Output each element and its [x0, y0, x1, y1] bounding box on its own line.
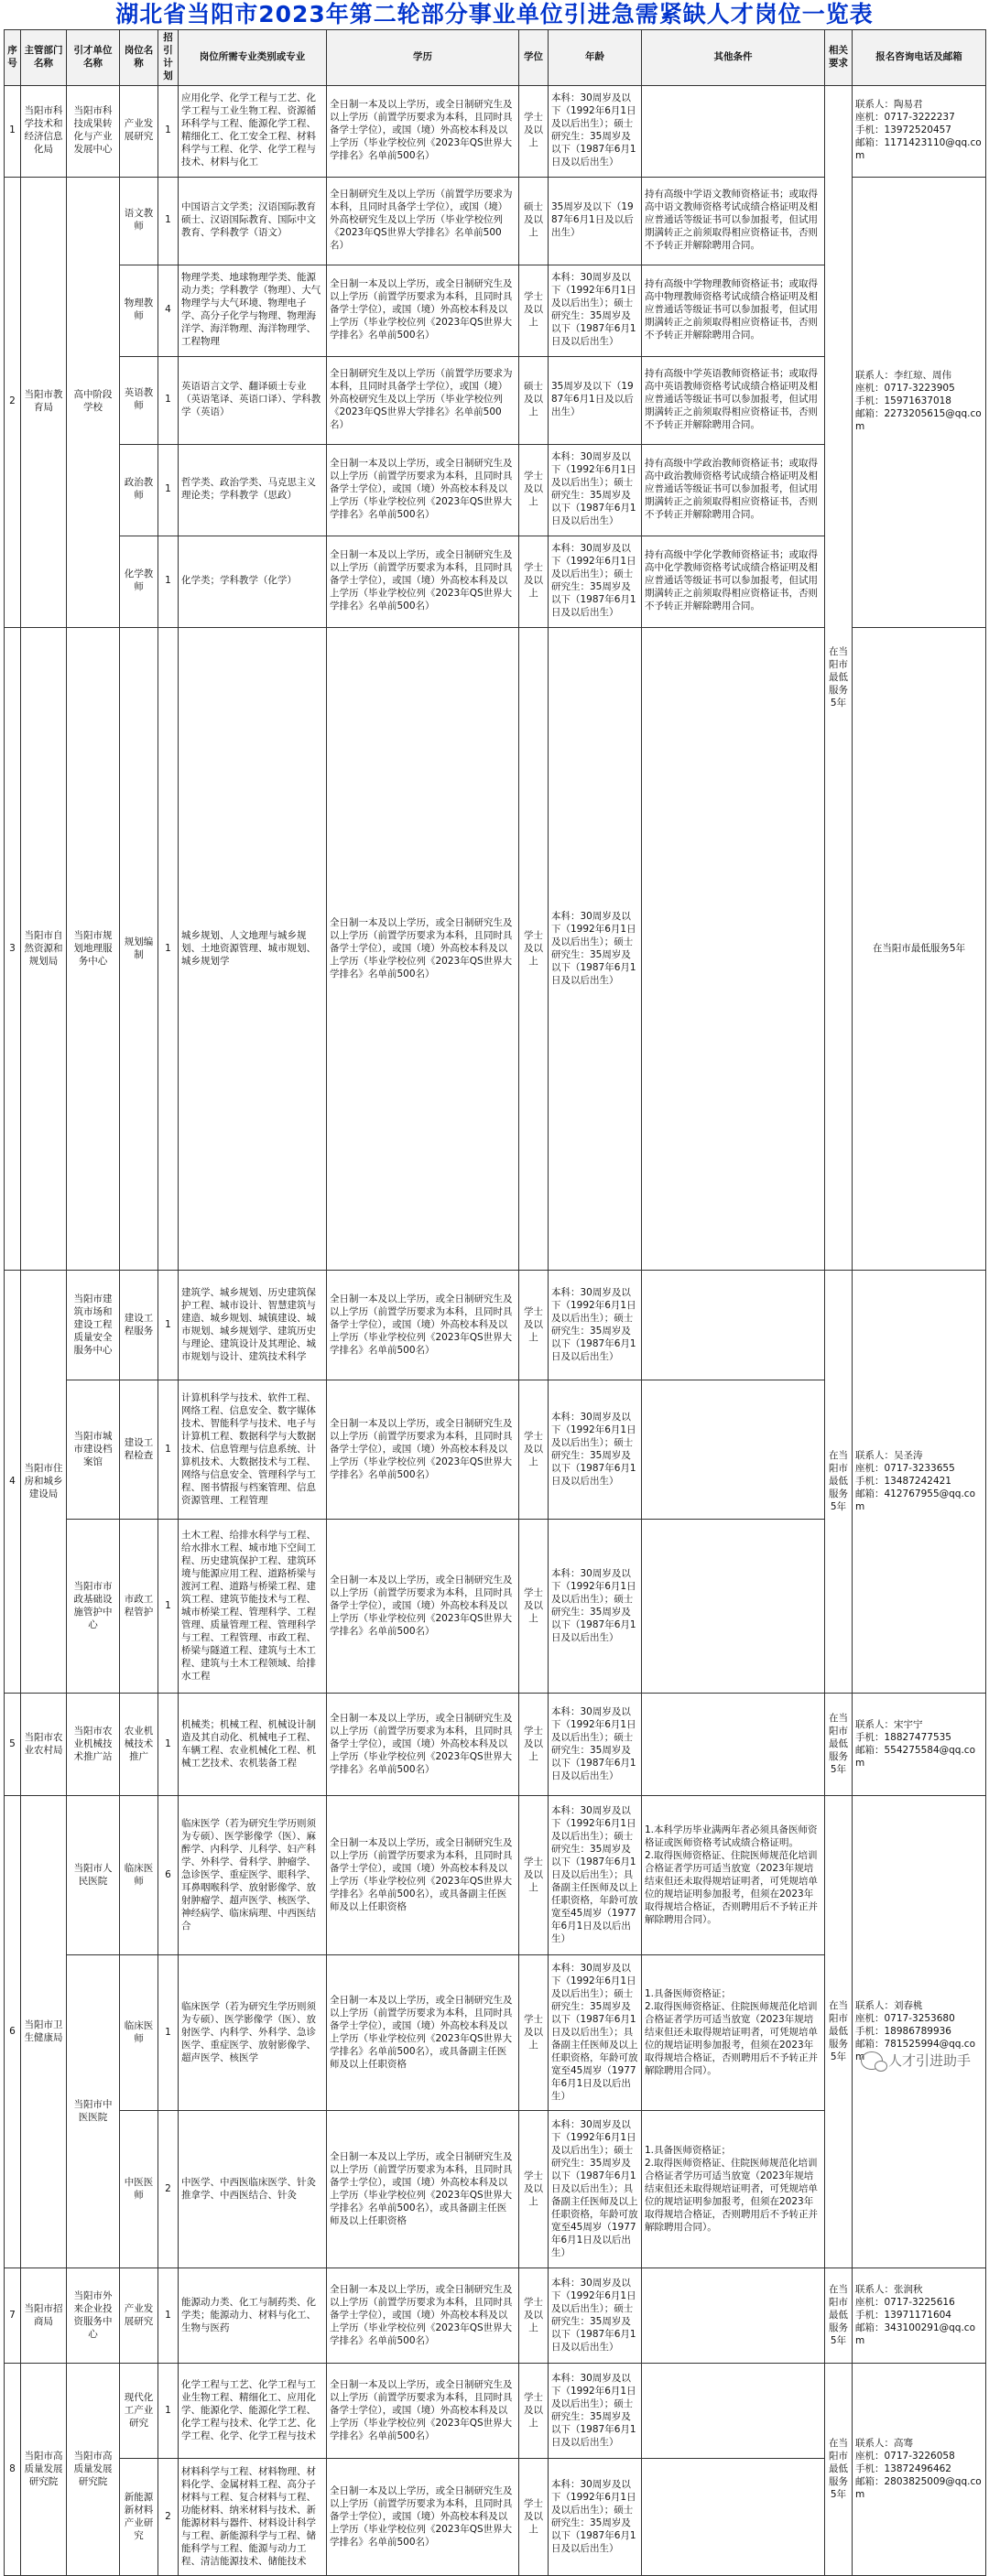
- header-post: 岗位名称: [120, 30, 158, 86]
- cell-other: 1.本科学历毕业满两年者必须具备医师资格证或医师资格考试成绩合格证明。 2.取得医师资格证、住院医师规范化培训合格证者学历可适当放宽（2023年规培结束但还未取得规培证明者，可凭规培单位的规培证明参加报考，但须在2023年取得规培合格证，否则聘用后不予转正并解除聘用合同）。: [642, 1796, 825, 1955]
- cell-post: 英语教师: [120, 356, 158, 444]
- cell-requirement: 在当阳市最低服务5年: [853, 627, 986, 1271]
- cell-other: [642, 1271, 825, 1380]
- table-row: [5, 1796, 986, 1955]
- cell-post: 规划编制: [120, 627, 158, 1271]
- cell-post: 中医医师: [120, 2111, 158, 2268]
- cell-other: [642, 2459, 825, 2576]
- cell-post: 农业机械技术推广: [120, 1694, 158, 1796]
- cell-plan: 1: [158, 1955, 179, 2111]
- cell-other: [642, 627, 825, 1271]
- cell-dept: 当阳市农业农村局: [21, 1694, 67, 1796]
- cell-post: 新能源新材料产业研究: [120, 2459, 158, 2576]
- cell-plan: 1: [158, 1520, 179, 1694]
- cell-major: 能源动力类、化工与制药类、化学类；能源动力、材料与化工、生物与医药: [179, 2268, 327, 2364]
- cell-no: 5: [5, 1694, 21, 1796]
- header-no: 序号: [5, 30, 21, 86]
- cell-requirement: 在当阳市最低服务5年: [825, 2268, 853, 2364]
- cell-education: 全日制一本及以上学历，或全日制研究生及以上学历（前置学历要求为本科，且同时具备学士学位），或国（境）外高校本科及以上学历（毕业学校位列《2023年QS世界大学排名》名单前500名），或具备副主任医师及以上任职资格: [327, 2111, 519, 2268]
- header-major: 岗位所需专业类别或专业: [179, 30, 327, 86]
- cell-degree: 学士及以上: [519, 1955, 549, 2111]
- cell-degree: 学士及以上: [519, 1694, 549, 1796]
- cell-education: 全日制一本及以上学历，或全日制研究生及以上学历（前置学历要求为本科，且同时具备学士学位），或国（境）外高校本科及以上学历（毕业学校位列《2023年QS世界大学排名》名单前500名）: [327, 2459, 519, 2576]
- cell-dept: 当阳市高质量发展研究院: [21, 2364, 67, 2576]
- cell-plan: 6: [158, 1796, 179, 1955]
- cell-degree: 学士及以上: [519, 2268, 549, 2364]
- cell-age: 本科：30周岁及以下（1992年6月1日及以后出生）；硕士研究生：35周岁及以下（1987年6月1日及以后出生）: [549, 536, 642, 627]
- cell-major: 临床医学（若为研究生学历则须为专硕）、医学影像学（医）、麻醉学、内科学、儿科学、妇产科学、外科学、骨科学、肿瘤学、急诊医学、重症医学、眼科学、耳鼻咽喉科学、放射影像学、放射肿瘤学、超声医学、核医学、神经病学、临床病理、中西医结合: [179, 1796, 327, 1955]
- cell-other: [642, 85, 825, 177]
- cell-contact: 联系人：刘春桃 座机：0717-3253680 手机：18986789936 邮箱：781525994@qq.com: [853, 1796, 986, 2268]
- header-plan: 招引计划: [158, 30, 179, 86]
- cell-other: 持有高级中学英语教师资格证书；或取得高中英语教师资格考试成绩合格证明及相应普通话等级证书可以参加报考，但试用期满转正之前须取得相应资格证书，否则不予转正并解除聘用合同。: [642, 356, 825, 444]
- cell-unit: 当阳市外来企业投资服务中心: [67, 2268, 120, 2364]
- header-unit: 引才单位名称: [67, 30, 120, 86]
- cell-education: 全日制一本及以上学历，或全日制研究生及以上学历（前置学历要求为本科，且同时具备学士学位），或国（境）外高校本科及以上学历（毕业学校位列《2023年QS世界大学排名》名单前500名）: [327, 444, 519, 536]
- cell-major: 计算机科学与技术、软件工程、网络工程、信息安全、数字媒体技术、智能科学与技术、电子与计算机工程、数据科学与大数据技术、信息管理与信息系统、计算机技术、大数据技术与工程、网络与信息安全、管理科学与工程、图书情报与档案管理、信息资源管理、工程管理: [179, 1380, 327, 1520]
- positions-table: [4, 29, 986, 2576]
- header-age: 年龄: [549, 30, 642, 86]
- cell-education: 全日制一本及以上学历，或全日制研究生及以上学历（前置学历要求为本科，且同时具备学士学位），或国（境）外高校本科及以上学历（毕业学校位列《2023年QS世界大学排名》名单前500名）: [327, 536, 519, 627]
- cell-other: [642, 1520, 825, 1694]
- cell-post: 建设工程检查: [120, 1380, 158, 1520]
- cell-degree: 学士及以上: [519, 627, 549, 1271]
- cell-age: 本科：30周岁及以下（1992年6月1日及以后出生）；硕士研究生：35周岁及以下（1987年6月1日及以后出生）；具备副主任医师及以上任职资格，年龄可放宽至45周岁（1977年6月1日及以后出生）: [549, 2111, 642, 2268]
- cell-contact: 联系人：吴圣涛 座机：0717-3233655 手机：13487242421 邮箱：412767955@qq.com: [853, 1271, 986, 1694]
- cell-major: 土木工程、给排水科学与工程、给水排水工程、城市地下空间工程、历史建筑保护工程、建筑环境与能源应用工程、道路桥梁与渡河工程、道路与桥梁工程、建筑工程、建筑节能技术与工程、城市桥梁工程、管理科学、工程管理、质量管理工程、管理科学与工程、工程管理、市政工程、桥梁与隧道工程、建筑与土木工程、建筑与土木工程领域、给排水工程: [179, 1520, 327, 1694]
- cell-education: 全日制一本及以上学历，或全日制研究生及以上学历（前置学历要求为本科，且同时具备学士学位），或国（境）外高校本科及以上学历（毕业学校位列《2023年QS世界大学排名》名单前500名）: [327, 1271, 519, 1380]
- cell-post: 产业发展研究: [120, 2268, 158, 2364]
- cell-education: 全日制一本及以上学历，或全日制研究生及以上学历（前置学历要求为本科，且同时具备学士学位），或国（境）外高校本科及以上学历（毕业学校位列《2023年QS世界大学排名》名单前500名），或具备副主任医师及以上任职资格: [327, 1796, 519, 1955]
- table-row: [5, 2268, 986, 2364]
- cell-age: 本科：30周岁及以下（1992年6月1日及以后出生）；硕士研究生：35周岁及以下（1987年6月1日及以后出生）；具备副主任医师及以上任职资格，年龄可放宽至45周岁（1977年6月1日及以后出生）: [549, 1796, 642, 1955]
- header-requirement: 相关要求: [825, 30, 853, 86]
- cell-age: 本科：30周岁及以下（1992年6月1日及以后出生）；硕士研究生：35周岁及以下（1987年6月1日及以后出生）: [549, 1694, 642, 1796]
- cell-major: 英语语言文学、翻译硕士专业（英语笔译、英语口译）、学科教学（英语）: [179, 356, 327, 444]
- cell-other: 持有高级中学语文教师资格证书；或取得高中语文教师资格考试成绩合格证明及相应普通话等级证书可以参加报考，但试用期满转正之前须取得相应资格证书，否则不予转正并解除聘用合同。: [642, 177, 825, 265]
- cell-major: 哲学类、政治学类、马克思主义理论类；学科教学（思政）: [179, 444, 327, 536]
- cell-age: 本科：30周岁及以下（1992年6月1日及以后出生）；硕士研究生：35周岁及以下（1987年6月1日及以后出生）: [549, 1520, 642, 1694]
- table-row: [5, 1271, 986, 1380]
- wechat-icon: [861, 2051, 883, 2070]
- header-other: 其他条件: [642, 30, 825, 86]
- cell-post: 政治教师: [120, 444, 158, 536]
- cell-no: 2: [5, 177, 21, 627]
- cell-degree: 学士及以上: [519, 265, 549, 356]
- cell-contact: 联系人：高骞 座机：0717-3226058 手机：13872496462 邮箱：2803825009@qq.com: [853, 2364, 986, 2576]
- cell-education: 全日制一本及以上学历，或全日制研究生及以上学历（前置学历要求为本科，且同时具备学士学位），或国（境）外高校本科及以上学历（毕业学校位列《2023年QS世界大学排名》名单前500名）: [327, 2268, 519, 2364]
- cell-plan: 1: [158, 2268, 179, 2364]
- header-contact: 报名咨询电话及邮箱: [853, 30, 986, 86]
- cell-unit: 当阳市建筑市场和建设工程质量安全服务中心: [67, 1271, 120, 1380]
- cell-age: 本科：30周岁及以下（1992年6月1日及以后出生）；硕士研究生：35周岁及以下（1987年6月1日及以后出生）: [549, 2459, 642, 2576]
- cell-plan: 1: [158, 1694, 179, 1796]
- cell-age: 本科：30周岁及以下（1992年6月1日及以后出生）；硕士研究生：35周岁及以下（1987年6月1日及以后出生）: [549, 265, 642, 356]
- cell-post: 临床医师: [120, 1955, 158, 2111]
- cell-degree: 硕士及以上: [519, 356, 549, 444]
- cell-unit: 高中阶段学校: [67, 177, 120, 627]
- cell-major: 建筑学、城乡规划、历史建筑保护工程、城市设计、智慧建筑与建造、城乡规划、城镇建设、城市规划、城乡规划学、建筑历史与理论、建筑设计及其理论、城市规划与设计、建筑技术科学: [179, 1271, 327, 1380]
- cell-education: 全日制一本及以上学历，或全日制研究生及以上学历（前置学历要求为本科，且同时具备学士学位），或国（境）外高校本科及以上学历（毕业学校位列《2023年QS世界大学排名》名单前500名）: [327, 2364, 519, 2459]
- cell-requirement: 在当阳市最低服务5年: [825, 1796, 853, 2268]
- cell-other: 持有高级中学政治教师资格证书；或取得高中政治教师资格考试成绩合格证明及相应普通话等级证书可以参加报考，但试用期满转正之前须取得相应资格证书，否则不予转正并解除聘用合同。: [642, 444, 825, 536]
- page-title: 湖北省当阳市2023年第二轮部分事业单位引进急需紧缺人才岗位一览表: [115, 1, 874, 27]
- cell-plan: 4: [158, 265, 179, 356]
- cell-major: 应用化学、化学工程与工艺、化学工程与工业生物工程、资源循环科学与工程、能源化学工程、精细化工、化工安全工程、材料科学与工程、化学、化学工程与技术、材料与化工: [179, 85, 327, 177]
- cell-plan: 1: [158, 444, 179, 536]
- cell-education: 全日制一本及以上学历，或全日制研究生及以上学历（前置学历要求为本科，且同时具备学士学位），或国（境）外高校本科及以上学历（毕业学校位列《2023年QS世界大学排名》名单前500名）: [327, 1520, 519, 1694]
- cell-major: 城乡规划、人文地理与城乡规划、土地资源管理、城市规划、城乡规划学: [179, 627, 327, 1271]
- cell-unit: 当阳市科技成果转化与产业发展中心: [67, 85, 120, 177]
- cell-major: 化学工程与工艺、化学工程与工业生物工程、精细化工、应用化学、能源化学、能源化学工程、化学工程与技术、化学工艺、化学工程、化学、化学工程与技术: [179, 2364, 327, 2459]
- cell-requirement: 在当阳市最低服务5年: [825, 1694, 853, 1796]
- cell-degree: 学士及以上: [519, 536, 549, 627]
- cell-education: 全日制研究生及以上学历（前置学历要求为本科，且同时具备学士学位），或国（境）外高校研究生及以上学历（毕业学校位列《2023年QS世界大学排名》名单前500名）: [327, 356, 519, 444]
- cell-contact: 联系人：陶易君 座机：0717-3222237 手机：13972520457 邮箱：1171423110@qq.com: [853, 85, 986, 177]
- cell-other: 1.具备医师资格证； 2.取得医师资格证、住院医师规范化培训合格证者学历可适当放宽（2023年规培结束但还未取得规培证明者，可凭规培单位的规培证明参加报考，但须在2023年取得规培合格证，否则聘用后不予转正并解除聘用合同）。: [642, 1955, 825, 2111]
- cell-major: 物理学类、地球物理学类、能源动力类；学科教学（物理）、大气物理学与大气环境、物理电子学、高分子化学与物理、物理海洋学、海洋物理、海洋物理学、工程物理: [179, 265, 327, 356]
- cell-dept: 当阳市自然资源和规划局: [21, 627, 67, 1271]
- cell-unit: 当阳市规划地理服务中心: [67, 627, 120, 1271]
- cell-unit: 当阳市市政基础设施管护中心: [67, 1520, 120, 1694]
- cell-other: 持有高级中学物理教师资格证书；或取得高中物理教师资格考试成绩合格证明及相应普通话等级证书可以参加报考，但试用期满转正之前须取得相应资格证书，否则不予转正并解除聘用合同。: [642, 265, 825, 356]
- cell-degree: 学士及以上: [519, 1380, 549, 1520]
- cell-age: 35周岁及以下（1987年6月1日及以后出生）: [549, 356, 642, 444]
- header-dept: 主管部门名称: [21, 30, 67, 86]
- cell-dept: 当阳市住房和城乡建设局: [21, 1271, 67, 1694]
- cell-degree: 学士及以上: [519, 2459, 549, 2576]
- cell-education: 全日制一本及以上学历，或全日制研究生及以上学历（前置学历要求为本科，且同时具备学士学位），或国（境）外高校本科及以上学历（毕业学校位列《2023年QS世界大学排名》名单前500名）: [327, 1694, 519, 1796]
- cell-age: 本科：30周岁及以下（1992年6月1日及以后出生）；硕士研究生：35周岁及以下（1987年6月1日及以后出生）: [549, 2364, 642, 2459]
- cell-plan: 2: [158, 2111, 179, 2268]
- cell-no: 4: [5, 1271, 21, 1694]
- cell-degree: 学士及以上: [519, 2364, 549, 2459]
- cell-age: 本科：30周岁及以下（1992年6月1日及以后出生）；硕士研究生：35周岁及以下（1987年6月1日及以后出生）: [549, 2268, 642, 2364]
- header-degree: 学位: [519, 30, 549, 86]
- cell-degree: 学士及以上: [519, 2111, 549, 2268]
- cell-post: 产业发展研究: [120, 85, 158, 177]
- cell-unit: 当阳市城市建设档案馆: [67, 1380, 120, 1520]
- cell-plan: 1: [158, 2364, 179, 2459]
- cell-dept: 当阳市招商局: [21, 2268, 67, 2364]
- cell-plan: 1: [158, 536, 179, 627]
- cell-other: [642, 2268, 825, 2364]
- table-row: [5, 85, 986, 177]
- cell-education: 全日制一本及以上学历，或全日制研究生及以上学历（前置学历要求为本科，且同时具备学士学位），或国（境）外高校本科及以上学历（毕业学校位列《2023年QS世界大学排名》名单前500名）: [327, 265, 519, 356]
- cell-plan: 1: [158, 1380, 179, 1520]
- cell-unit: 当阳市农业机械技术推广站: [67, 1694, 120, 1796]
- cell-major: 机械类；机械工程、机械设计制造及其自动化、机械电子工程、车辆工程、农业机械化工程、机械工艺技术、农机装备工程: [179, 1694, 327, 1796]
- cell-no: 3: [5, 627, 21, 1271]
- cell-degree: 学士及以上: [519, 1271, 549, 1380]
- cell-plan: 2: [158, 2459, 179, 2576]
- cell-major: 临床医学（若为研究生学历则须为专硕）、医学影像学（医）、放射医学、内科学、外科学、急诊医学、重症医学、放射影像学、超声医学、核医学: [179, 1955, 327, 2111]
- cell-major: 中医学、中西医临床医学、针灸推拿学、中西医结合、针灸: [179, 2111, 327, 2268]
- cell-other: [642, 1694, 825, 1796]
- cell-age: 本科：30周岁及以下（1992年6月1日及以后出生）；硕士研究生：35周岁及以下（1987年6月1日及以后出生）: [549, 1380, 642, 1520]
- cell-degree: 学士及以上: [519, 444, 549, 536]
- cell-post: 市政工程管护: [120, 1520, 158, 1694]
- cell-age: 本科：30周岁及以下（1992年6月1日及以后出生）；硕士研究生：35周岁及以下（1987年6月1日及以后出生）: [549, 1271, 642, 1380]
- cell-no: 8: [5, 2364, 21, 2576]
- cell-dept: 当阳市科学技术和经济信息化局: [21, 85, 67, 177]
- cell-age: 本科：30周岁及以下（1992年6月1日及以后出生）；硕士研究生：35周岁及以下（1987年6月1日及以后出生）: [549, 627, 642, 1271]
- cell-education: 全日制一本及以上学历，或全日制研究生及以上学历（前置学历要求为本科，且同时具备学士学位），或国（境）外高校本科及以上学历（毕业学校位列《2023年QS世界大学排名》名单前500名）: [327, 627, 519, 1271]
- cell-other: 持有高级中学化学教师资格证书；或取得高中化学教师资格考试成绩合格证明及相应普通话等级证书可以参加报考，但试用期满转正之前须取得相应资格证书，否则不予转正并解除聘用合同。: [642, 536, 825, 627]
- cell-other: [642, 1380, 825, 1520]
- cell-post: 化学教师: [120, 536, 158, 627]
- cell-age: 本科：30周岁及以下（1992年6月1日及以后出生）；硕士研究生：35周岁及以下（1987年6月1日及以后出生）: [549, 444, 642, 536]
- cell-post: 现代化工产业研究: [120, 2364, 158, 2459]
- cell-no: 6: [5, 1796, 21, 2268]
- cell-education: 全日制研究生及以上学历（前置学历要求为本科，且同时具备学士学位），或国（境）外高校研究生及以上学历（毕业学校位列《2023年QS世界大学排名》名单前500名）: [327, 177, 519, 265]
- cell-degree: 学士及以上: [519, 1796, 549, 1955]
- cell-unit: 当阳市高质量发展研究院: [67, 2364, 120, 2576]
- table-row: [5, 2364, 986, 2459]
- table-row: [5, 1694, 986, 1796]
- cell-plan: 1: [158, 177, 179, 265]
- cell-plan: 1: [158, 1271, 179, 1380]
- cell-major: 中国语言文学类；汉语国际教育硕士、汉语国际教育、国际中文教育、学科教学（语文）: [179, 177, 327, 265]
- cell-age: 35周岁及以下（1987年6月1日及以后出生）: [549, 177, 642, 265]
- header-education: 学历: [327, 30, 519, 86]
- cell-no: 1: [5, 85, 21, 177]
- cell-education: 全日制一本及以上学历，或全日制研究生及以上学历（前置学历要求为本科，且同时具备学士学位），或国（境）外高校本科及以上学历（毕业学校位列《2023年QS世界大学排名》名单前500名）: [327, 1380, 519, 1520]
- cell-other: 1.具备医师资格证； 2.取得医师资格证、住院医师规范化培训合格证者学历可适当放宽（2023年规培结束但还未取得规培证明者，可凭规培单位的规培证明参加报考，但须在2023年取得规培合格证，否则聘用后不予转正并解除聘用合同）。: [642, 2111, 825, 2268]
- cell-other: [642, 2364, 825, 2459]
- cell-education: 全日制一本及以上学历，或全日制研究生及以上学历（前置学历要求为本科，且同时具备学士学位），或国（境）外高校本科及以上学历（毕业学校位列《2023年QS世界大学排名》名单前500名），或具备副主任医师及以上任职资格: [327, 1955, 519, 2111]
- cell-degree: 学士及以上: [519, 85, 549, 177]
- cell-dept: 当阳市教育局: [21, 177, 67, 627]
- cell-post: 物理教师: [120, 265, 158, 356]
- cell-no: 7: [5, 2268, 21, 2364]
- cell-plan: 1: [158, 356, 179, 444]
- watermark-text: 人才引进助手: [887, 2052, 971, 2069]
- cell-requirement: 在当阳市最低服务5年: [825, 2364, 853, 2576]
- cell-unit: 当阳市人民医院: [67, 1796, 120, 1955]
- cell-contact: 联系人：张润秋 座机：0717-3225616 手机：13971171604 邮箱：343100291@qq.com: [853, 2268, 986, 2364]
- cell-requirement: 在当阳市最低服务5年: [825, 85, 853, 1271]
- cell-major: 材料科学与工程、材料物理、材料化学、金属材料工程、高分子材料与工程、复合材料与工程、功能材料、纳米材料与技术、新能源材料与器件、材料设计科学与工程、新能源科学与工程、储能科学与工程、能源与动力工程、清洁能源技术、储能技术: [179, 2459, 327, 2576]
- cell-major: 化学类；学科教学（化学）: [179, 536, 327, 627]
- cell-plan: 1: [158, 627, 179, 1271]
- watermark: [861, 2051, 971, 2070]
- cell-contact: 联系人：宋宇宁 手机：18827477535 邮箱：554275584@qq.com: [853, 1694, 986, 1796]
- cell-education: 全日制一本及以上学历，或全日制研究生及以上学历（前置学历要求为本科，且同时具备学士学位），或国（境）外高校本科及以上学历（毕业学校位列《2023年QS世界大学排名》名单前500名）: [327, 85, 519, 177]
- cell-dept: 当阳市卫生健康局: [21, 1796, 67, 2268]
- cell-age: 本科：30周岁及以下（1992年6月1日及以后出生）；硕士研究生：35周岁及以下（1987年6月1日及以后出生）；具备副主任医师及以上任职资格，年龄可放宽至45周岁（1977年6月1日及以后出生）: [549, 1955, 642, 2111]
- cell-age: 本科：30周岁及以下（1992年6月1日及以后出生）；硕士研究生：35周岁及以下（1987年6月1日及以后出生）: [549, 85, 642, 177]
- cell-degree: 硕士及以上: [519, 177, 549, 265]
- cell-post: 语文教师: [120, 177, 158, 265]
- cell-requirement: 在当阳市最低服务5年: [825, 1271, 853, 1694]
- cell-post: 临床医师: [120, 1796, 158, 1955]
- cell-plan: 1: [158, 85, 179, 177]
- cell-contact: 联系人：李红琼、周伟 座机：0717-3223905 手机：15971637018 邮箱：2273205615@qq.com: [853, 177, 986, 627]
- cell-degree: 学士及以上: [519, 1520, 549, 1694]
- cell-post: 建设工程服务: [120, 1271, 158, 1380]
- table-header-row: [5, 30, 986, 86]
- cell-unit: 当阳市中医医院: [67, 1955, 120, 2268]
